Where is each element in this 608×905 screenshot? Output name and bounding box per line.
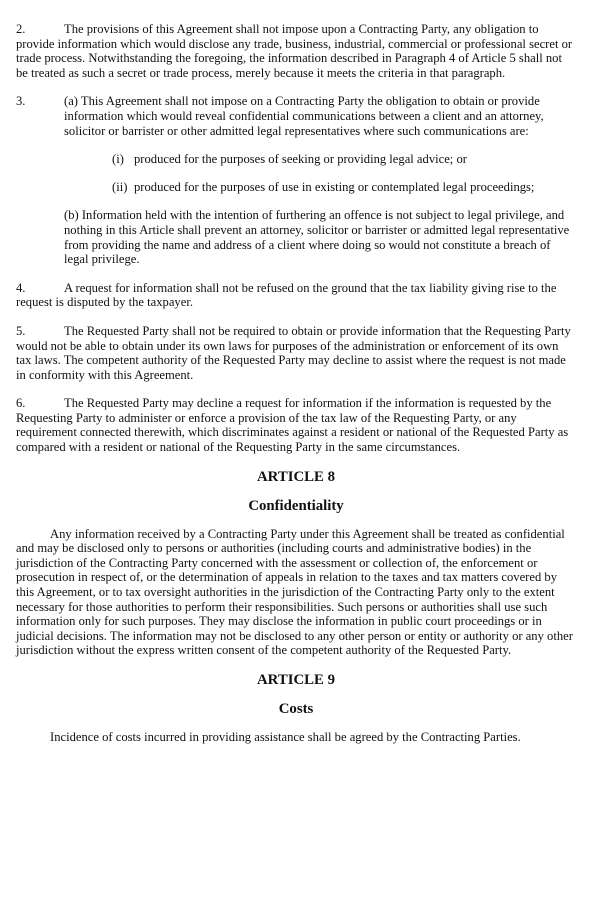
paragraph-4 xyxy=(16,281,576,310)
paragraph-text: A request for information shall not be refused on the ground that the tax liability giving rise to the request is disputed by the taxpayer. xyxy=(16,280,557,310)
paragraph-number: 6. xyxy=(16,396,26,411)
paragraph-3-item-ii xyxy=(112,180,576,195)
paragraph-6 xyxy=(16,396,576,454)
paragraph-2 xyxy=(16,22,576,80)
paragraph-3a-text: (a) This Agreement shall not impose on a Contracting Party the obligation to obtain or provide information which would reveal confidential communications between a client and an attorney, solicitor or barrister or other admitted legal representatives where such communications are: xyxy=(64,94,544,138)
article-9-heading: ARTICLE 9 xyxy=(256,672,335,688)
item-text: produced for the purposes of seeking or providing legal advice; or xyxy=(134,152,467,167)
paragraph-number: 2. xyxy=(16,22,26,36)
paragraph-number: 5. xyxy=(16,323,26,338)
paragraph-text: The Requested Party may decline a request for information if the information is requested by the Requesting Party to administer or enforce a provision of the tax law of the Requesting Party, or any requirement connected therewith, which discriminates against a resident or national of the Requested Party as compared with a resident or national of the Requesting Party in the same circumstances. xyxy=(16,396,569,455)
paragraph-number: 3. xyxy=(16,94,26,109)
paragraph-3 xyxy=(16,94,576,266)
paragraph-text: The Requested Party shall not be required to obtain or provide information that the Requesting Party would not be able to obtain under its own laws for purposes of the administration or enforcement of its own tax laws. The competent authority of the Requested Party may decline to assist where the request is not made in conformity with this Agreement. xyxy=(16,323,571,382)
paragraph-number: 4. xyxy=(16,280,26,295)
article-8-title: Confidentiality xyxy=(248,497,344,514)
article-9-title: Costs xyxy=(278,701,314,717)
article-8-heading: ARTICLE 8 xyxy=(256,468,335,485)
paragraph-3b-text: (b) Information held with the intention of furthering an offence is not subject to legal privilege, and nothing in this Article shall prevent an attorney, solicitor or barrister or admitted legal representative from providing the name and address of a client where doing so would not constitute a breach of legal privilege. xyxy=(64,208,570,267)
document-page xyxy=(16,22,576,759)
item-label: (i) xyxy=(112,152,124,167)
paragraph-3-item-i xyxy=(112,152,576,167)
article-8-text: Any information received by a Contracting Party under this Agreement shall be treated as confidential and may be disclosed only to persons or authorities (including courts and administrative bodies) in the jurisdiction of the Contracting Party concerned with the assessment or collection of, the enforcement or prosecution in respect of, or the determination of appeals in relation to the taxes and tax matters covered by this Agreement, or to tax oversight authorities in the jurisdiction of the Contracting Party only to the extent necessary for those authorities to perform their responsibilities. Such persons or authorities shall use such information only for such purposes. They may disclose the information in public court proceedings or in judicial decisions. The information may not be disclosed to any other person or entity or authority or any other jurisdiction without the express written consent of the competent authority of the Requested Party. xyxy=(16,526,573,658)
item-label: (ii) xyxy=(112,179,128,194)
paragraph-text: The provisions of this Agreement shall not impose upon a Contracting Party, any obligation to provide information which would disclose any trade, business, industrial, commercial or professional secret or trade process. Notwithstanding the foregoing, the information described in Paragraph 4 of Article 5 shall not be treated as such a secret or trade process, merely because it meets the criteria in that paragraph. xyxy=(16,22,573,80)
article-9-text: Incidence of costs incurred in providing assistance shall be agreed by the Contracting Parties. xyxy=(50,730,521,744)
item-text: produced for the purposes of use in existing or contemplated legal proceedings; xyxy=(134,179,535,194)
paragraph-5 xyxy=(16,324,576,382)
